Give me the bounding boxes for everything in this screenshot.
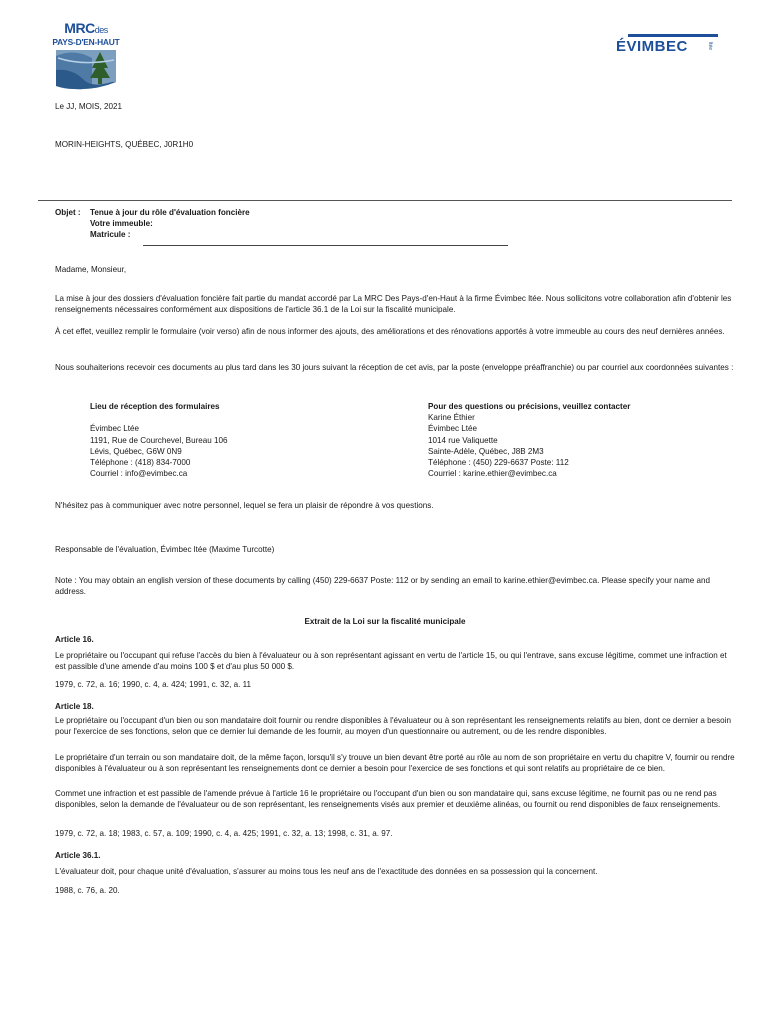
article-16-title: Article 16. [55,635,94,644]
contact-left-line: Évimbec Ltée [90,424,140,434]
contact-left-line: Lévis, Québec, G6W 0N9 [90,446,182,456]
contact-right-line: Karine Éthier [428,413,475,423]
contact-right-line: Évimbec Ltée [428,424,478,434]
contact-left [90,401,228,479]
subject-line: Tenue à jour du rôle d'évaluation foncière [90,208,250,217]
contact-left-line: 1191, Rue de Courchevel, Bureau 106 [90,435,228,445]
mrc-logo-suffix: des [94,25,108,35]
salutation: Madame, Monsieur, [55,265,127,274]
property-label: Votre immeuble: [90,219,153,228]
subject-block [55,207,535,246]
article-18-text-2: Le propriétaire d'un terrain ou son mandataire doit, de la même façon, lorsqu'il s'y trouve un bien devant être porté au rôle au nom de son propriétaire en vertu du chapitre V, fournir ou rendre disponibles à l'évaluateur ou à son représentant les renseignements dont ce dernier a besoin pour l'exercice de ses fonctions et qui sont relatifs au propriétaire de ce bien. [55,753,735,773]
contact-left-line [90,412,228,423]
article-36-1-title: Article 36.1. [55,851,101,860]
contact-right-email[interactable]: Courriel : karine.ethier@evimbec.ca [428,469,557,479]
contact-right-line: 1014 rue Valiquette [428,435,498,445]
article-36-1-text: L'évaluateur doit, pour chaque unité d'évaluation, s'assurer au moins tous les neuf ans de l'exactitude des données en sa possession qui la concernent. [55,867,598,876]
mrc-logo-subtitle: PAYS-D'EN-HAUT [52,37,120,47]
contact-right-line: Sainte-Adèle, Québec, J8B 2M3 [428,446,544,456]
matricule-label: Matricule : [90,230,131,239]
article-36-1-reference: 1988, c. 76, a. 20. [55,886,120,895]
contact-right [428,401,630,479]
article-16-reference: 1979, c. 72, a. 16; 1990, c. 4, a. 424; 1991, c. 32, a. 11 [55,680,252,689]
contact-left-line: Téléphone : (418) 834-7000 [90,457,191,467]
logo-accent-bar [628,34,718,37]
contact-left-email[interactable]: Courriel : info@evimbec.ca [90,469,188,479]
article-18-text-1: Le propriétaire ou l'occupant d'un bien ou son mandataire doit fournir ou rendre disponibles à l'évaluateur ou à son représentant les renseignements relatifs au bien, dont ce dernier a besoin pour l'exercice de ses fonctions, selon que ce dernier lui demande de les fournir, au moyen d'un questionnaire ou autrement, ou de les rendre disponibles. [55,716,731,736]
evimbec-logo-suffix: ltée [707,42,713,51]
contact-right-title: Pour des questions ou précisions, veuillez contacter [428,402,631,411]
article-18-text-3: Commet une infraction et est passible de l'amende prévue à l'article 16 le propriétaire ou l'occupant d'un bien ou son mandataire qui, sans excuse légitime, ne fournit pas ou ne rend pas disponibles, selon la demande de l'évaluateur ou de son représentant, les renseignements visés aux premier et deuxième alinéas, ou fournit ou rend disponibles de faux renseignements. [55,789,721,809]
paragraph-2: À cet effet, veuillez remplir le formulaire (voir verso) afin de nous informer des ajouts, des améliorations et des rénovations apportés à votre immeuble au cours des neuf dernières années. [55,327,725,336]
article-18-title: Article 18. [55,702,94,711]
letter-date: Le JJ, MOIS, 2021 [55,102,123,111]
contact-right-line: Téléphone : (450) 229-6637 Poste: 112 [428,457,569,467]
closing-text: N'hésitez pas à communiquer avec notre personnel, lequel se fera un plaisir de répondre à vos questions. [55,501,434,510]
recipient-address: MORIN-HEIGHTS, QUÉBEC, J0R1H0 [55,140,194,149]
landscape-icon [52,22,120,94]
extract-title: Extrait de la Loi sur la fiscalité municipale [304,617,466,626]
subject-label: Objet : [55,208,81,217]
matricule-blank-line [143,240,508,246]
paragraph-3: Nous souhaiterions recevoir ces documents au plus tard dans les 30 jours suivant la réception de cet avis, par la poste (enveloppe préaffranchie) ou par courriel aux coordonnées suivantes : [55,363,734,372]
divider [38,200,732,201]
mrc-logo-text: MRC [64,20,95,36]
signature-line: Responsable de l'évaluation, Évimbec ltée (Maxime Turcotte) [55,545,275,554]
article-18-reference: 1979, c. 72, a. 18; 1983, c. 57, a. 109; 1990, c. 4, a. 425; 1991, c. 32, a. 13; 1998, c. 31, a. 97. [55,829,393,838]
evimbec-logo-text: ÉVIMBEC [616,38,688,55]
article-16-text: Le propriétaire ou l'occupant qui refuse l'accès du bien à l'évaluateur ou à son représentant agissant en vertu de l'article 15, ou qui l'entrave, sans excuse légitime, commet une infraction et est passible d'une amende d'au moins 100 $ et d'au plus 50 000 $. [55,651,727,671]
contact-left-title: Lieu de réception des formulaires [90,402,220,411]
mrc-logo [52,22,120,94]
english-note: Note : You may obtain an english version of these documents by calling (450) 229-6637 Poste: 112 or by sending an email to karine.ethier@evimbec.ca. Please specify your name and address. [55,576,711,596]
paragraph-1: La mise à jour des dossiers d'évaluation foncière fait partie du mandat accordé par La MRC Des Pays-d'en-Haut à la firme Évimbec ltée. Nous sollicitons votre collaboration afin d'obtenir les renseignements nécessaires conformément aux dispositions de l'article 36.1 de la Loi sur la fiscalité municipale. [55,294,732,314]
evimbec-logo [616,34,726,58]
